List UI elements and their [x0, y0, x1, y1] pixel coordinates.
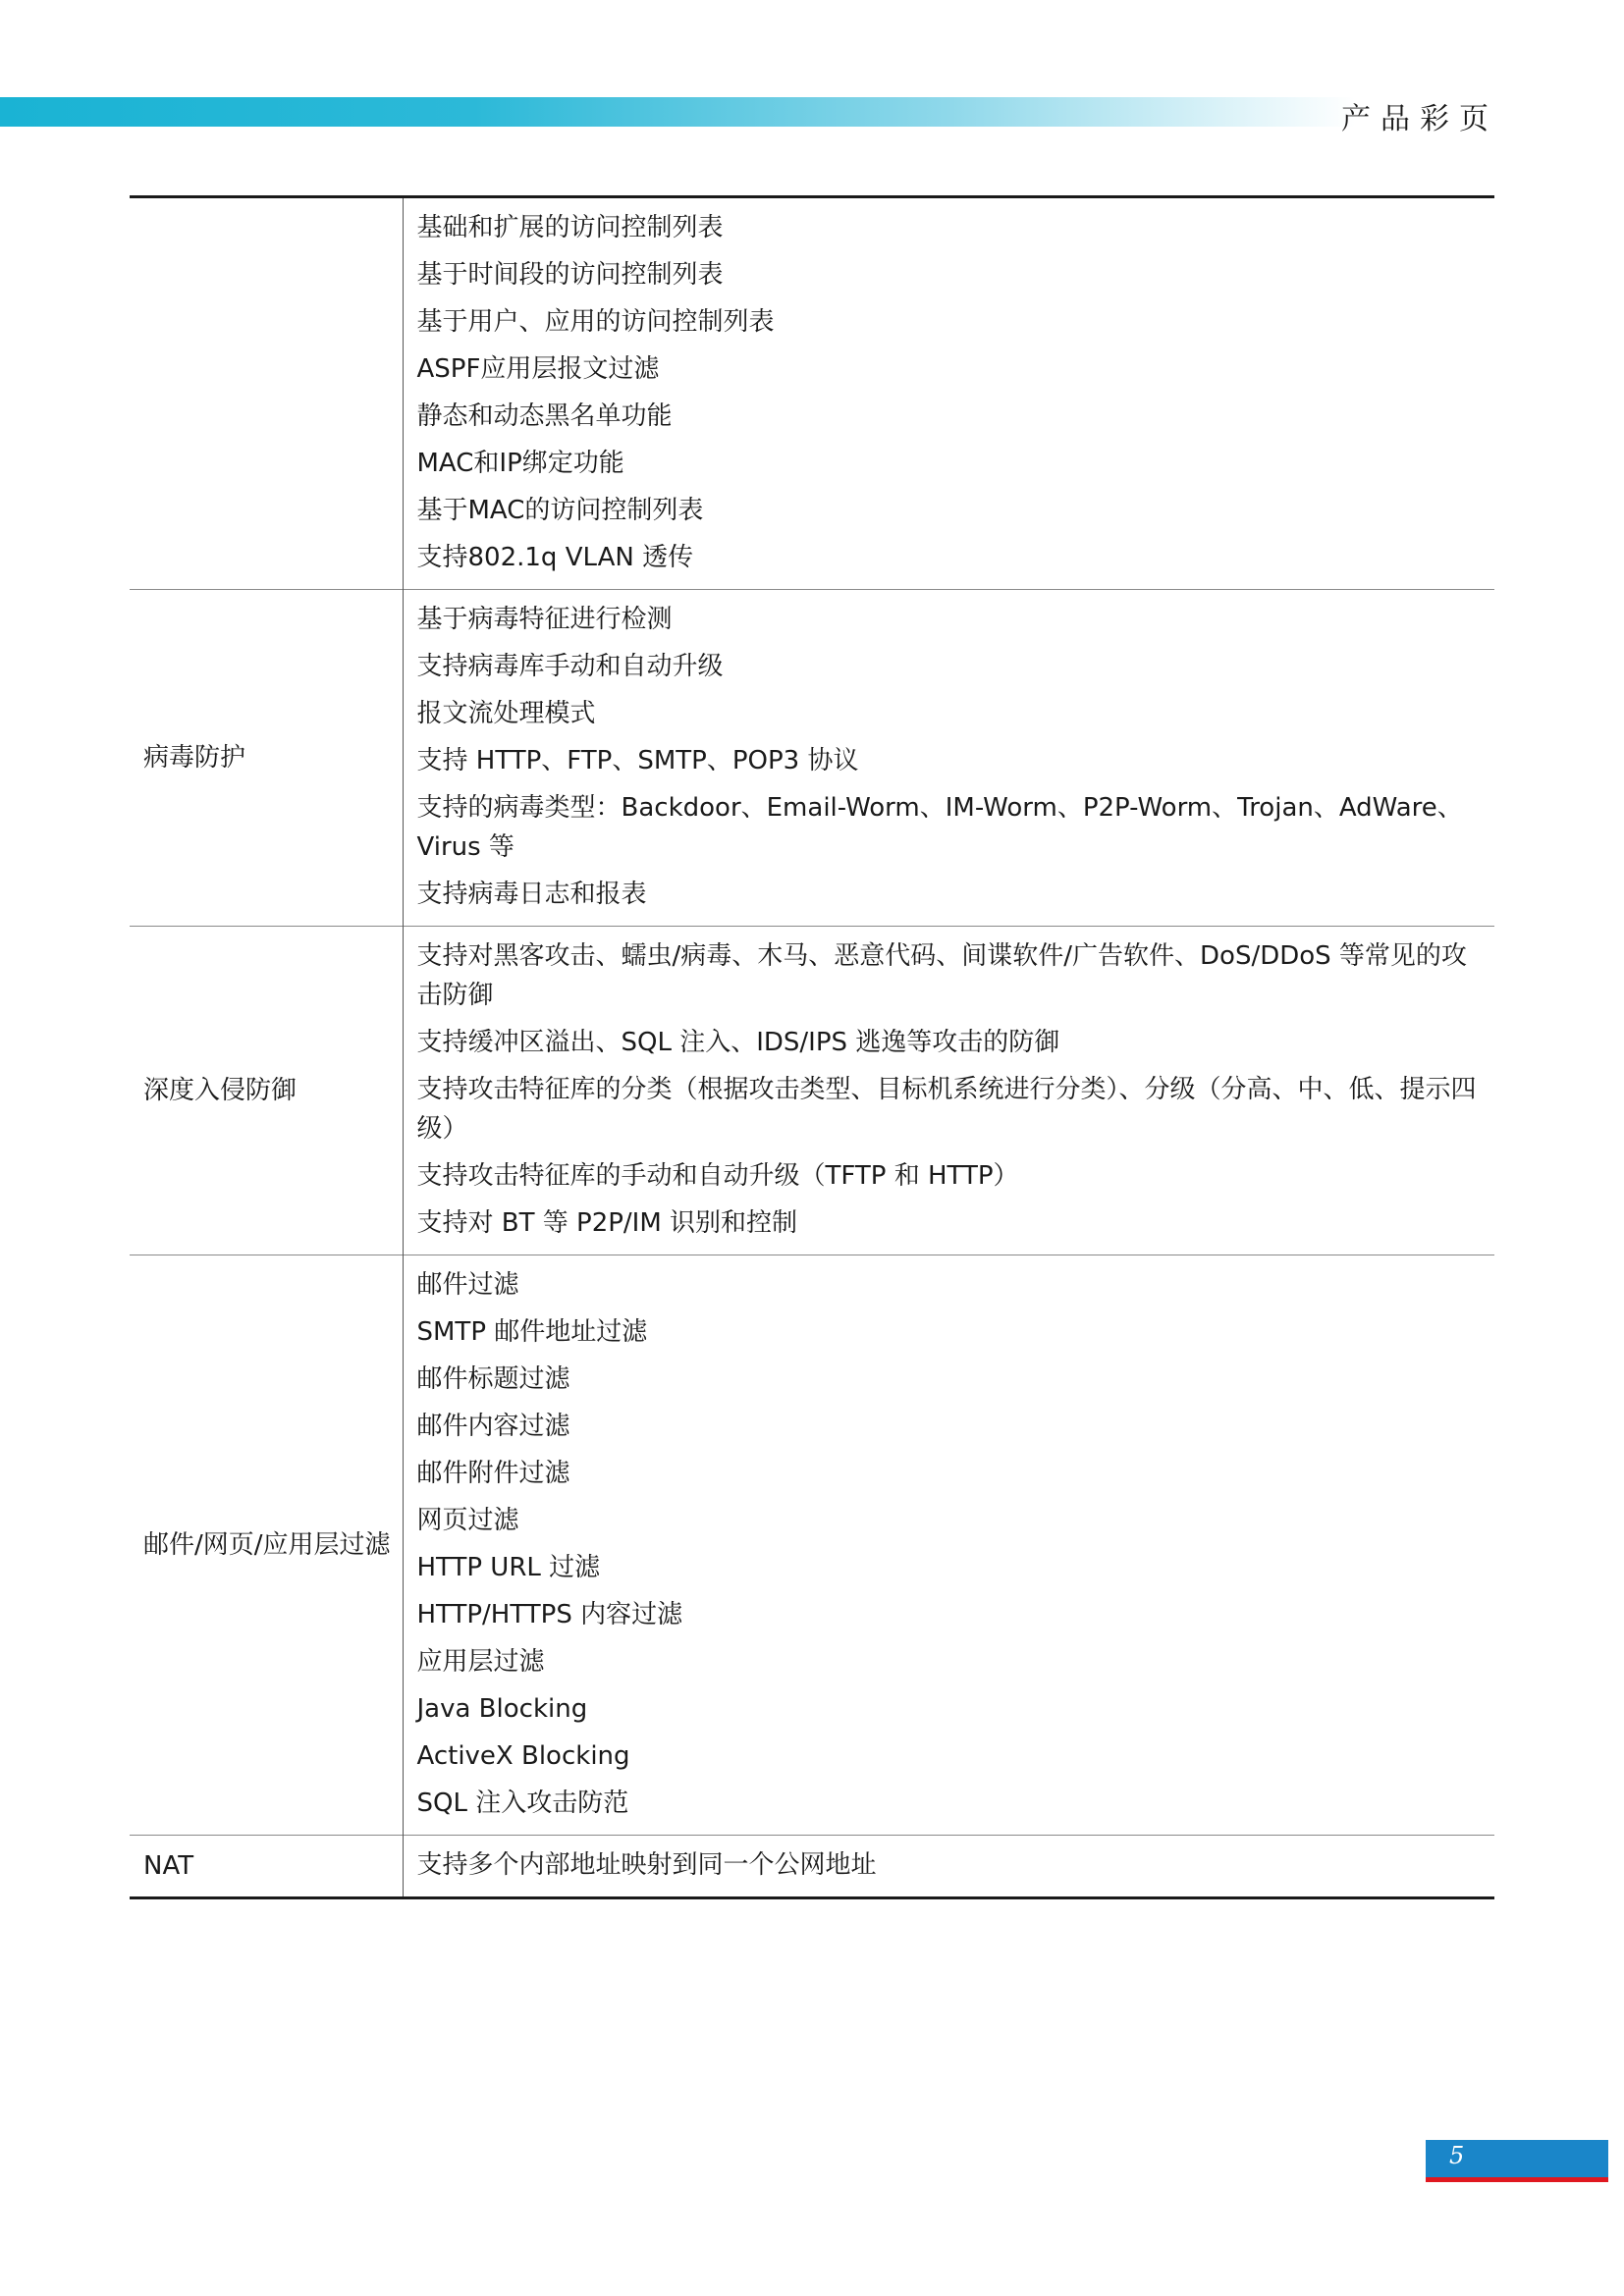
page-number: 5: [1449, 2142, 1465, 2169]
list-item: 基于病毒特征进行检测: [416, 605, 673, 634]
category-cell: 邮件/网页/应用层过滤: [130, 1255, 403, 1836]
list-item: 邮件过滤: [416, 1270, 519, 1300]
list-item: 报文流处理模式: [416, 699, 596, 728]
list-item: 基础和扩展的访问控制列表: [416, 213, 724, 242]
list-item: HTTP URL 过滤: [416, 1553, 601, 1582]
category-cell: NAT: [130, 1836, 403, 1898]
category-cell: 病毒防护: [130, 590, 403, 927]
table-row: [130, 590, 1494, 927]
list-item: 基于时间段的访问控制列表: [416, 260, 724, 290]
list-item: 邮件附件过滤: [416, 1459, 570, 1488]
page-number-badge: [1426, 2140, 1608, 2182]
category-cell: [130, 197, 403, 590]
list-item: SMTP 邮件地址过滤: [416, 1317, 648, 1347]
table-row: [130, 1836, 1494, 1898]
list-item: 支持缓冲区溢出、SQL 注入、IDS/IPS 逃逸等攻击的防御: [416, 1028, 1060, 1057]
list-item: ActiveX Blocking: [416, 1741, 630, 1771]
list-item: 支持的病毒类型：Backdoor、Email-Worm、IM-Worm、P2P-Worm、Trojan、AdWare、Virus 等: [416, 793, 1463, 862]
list-item: 支持对 BT 等 P2P/IM 识别和控制: [416, 1208, 798, 1238]
list-item: ASPF应用层报文过滤: [416, 354, 660, 384]
list-item: 支持 HTTP、FTP、SMTP、POP3 协议: [416, 746, 859, 775]
items-cell: [403, 197, 1494, 590]
list-item: 支持对黑客攻击、蠕虫/病毒、木马、恶意代码、间谍软件/广告软件、DoS/DDoS 等常见的攻击防御: [416, 941, 1467, 1010]
list-item: 邮件内容过滤: [416, 1412, 570, 1441]
items-cell: [403, 1255, 1494, 1836]
table-row: [130, 927, 1494, 1255]
list-item: 支持攻击特征库的手动和自动升级（TFTP 和 HTTP）: [416, 1161, 1019, 1191]
items-cell: [403, 927, 1494, 1255]
list-item: HTTP/HTTPS 内容过滤: [416, 1600, 683, 1629]
list-item: 支持802.1q VLAN 透传: [416, 543, 694, 572]
list-item: 网页过滤: [416, 1506, 519, 1535]
list-item: SQL 注入攻击防范: [416, 1789, 629, 1818]
list-item: 应用层过滤: [416, 1647, 545, 1677]
list-item: 基于MAC的访问控制列表: [416, 496, 704, 525]
list-item: 支持病毒日志和报表: [416, 880, 647, 909]
header-title: 产品彩页: [1341, 102, 1498, 136]
list-item: 静态和动态黑名单功能: [416, 401, 673, 431]
spec-table: [130, 195, 1494, 1899]
list-item: Java Blocking: [416, 1694, 588, 1724]
list-item: 支持病毒库手动和自动升级: [416, 652, 724, 681]
list-item: 邮件标题过滤: [416, 1364, 570, 1394]
table-row: [130, 197, 1494, 590]
table-row: [130, 1255, 1494, 1836]
list-item: 基于用户、应用的访问控制列表: [416, 307, 775, 337]
items-cell: [403, 1836, 1494, 1898]
list-item: 支持攻击特征库的分类（根据攻击类型、目标机系统进行分类）、分级（分高、中、低、提示四级）: [416, 1075, 1477, 1144]
list-item: 支持多个内部地址映射到同一个公网地址: [416, 1850, 877, 1880]
header-accent-bar: [0, 97, 1355, 127]
items-cell: [403, 590, 1494, 927]
list-item: MAC和IP绑定功能: [416, 449, 624, 478]
category-cell: 深度入侵防御: [130, 927, 403, 1255]
